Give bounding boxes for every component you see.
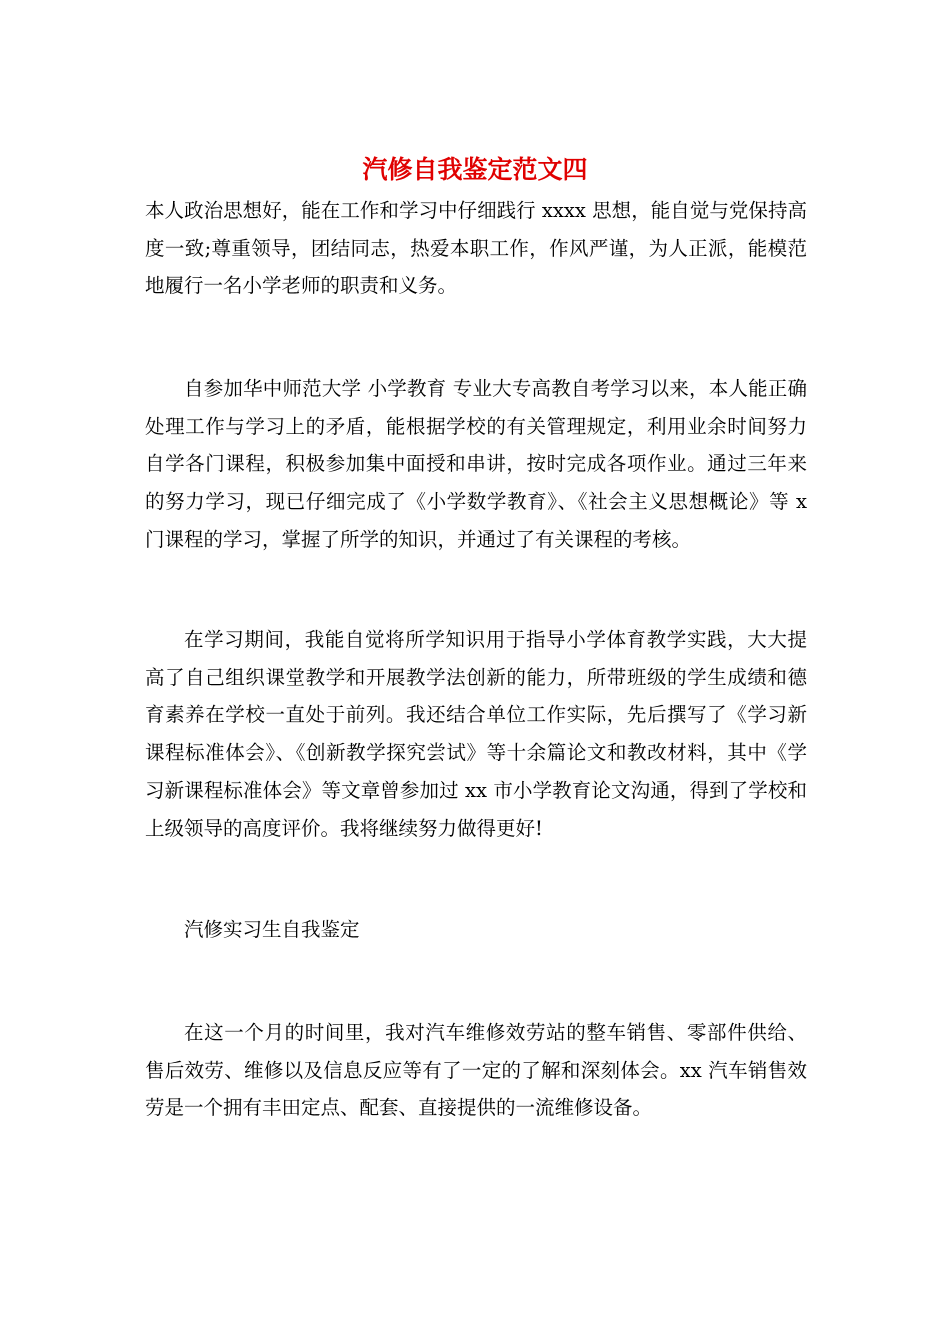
paragraph-teaching-practice: 在学习期间，我能自觉将所学知识用于指导小学体育教学实践，大大提高了自己组织课堂教学和开展教学法创新的能力，所带班级的学生成绩和德育素养在学校一直处于前列。我还结合单位工作实际，先后撰写了《学习新课程标准体会》、《创新教学探究尝试》等十余篇论文和教改材料，其中《学习新课程标准体会》等文章曾参加过 xx 市小学教育论文沟通，得到了学校和上级领导的高度评价。我将继续努力做得更好!	[145, 628, 807, 840]
paragraph-self-study: 自参加华中师范大学 小学教育 专业大专高教自考学习以来，本人能正确处理工作与学习上的矛盾，能根据学校的有关管理规定，利用业余时间努力自学各门课程，积极参加集中面授和串讲，按时完成各项作业。通过三年来的努力学习，现已仔细完成了《小学数学教育》、《社会主义思想概论》等 x 门课程的学习，掌握了所学的知识，并通过了有关课程的考核。	[145, 377, 814, 551]
document-title: 汽修自我鉴定范文四	[362, 155, 588, 184]
paragraph-political-thought: 本人政治思想好，能在工作和学习中仔细践行 xxxx 思想，能自觉与党保持高度一致;尊重领导，团结同志，热爱本职工作，作风严谨，为人正派，能模范地履行一名小学老师的职责和义务。	[145, 199, 807, 298]
paragraph-internship: 在这一个月的时间里，我对汽车维修效劳站的整车销售、零部件供给、售后效劳、维修以及信息反应等有了一定的了解和深刻体会。xx 汽车销售效劳是一个拥有丰田定点、配套、直接提供的一流维修设备。	[145, 1021, 807, 1120]
section-heading-intern: 汽修实习生自我鉴定	[184, 918, 360, 941]
